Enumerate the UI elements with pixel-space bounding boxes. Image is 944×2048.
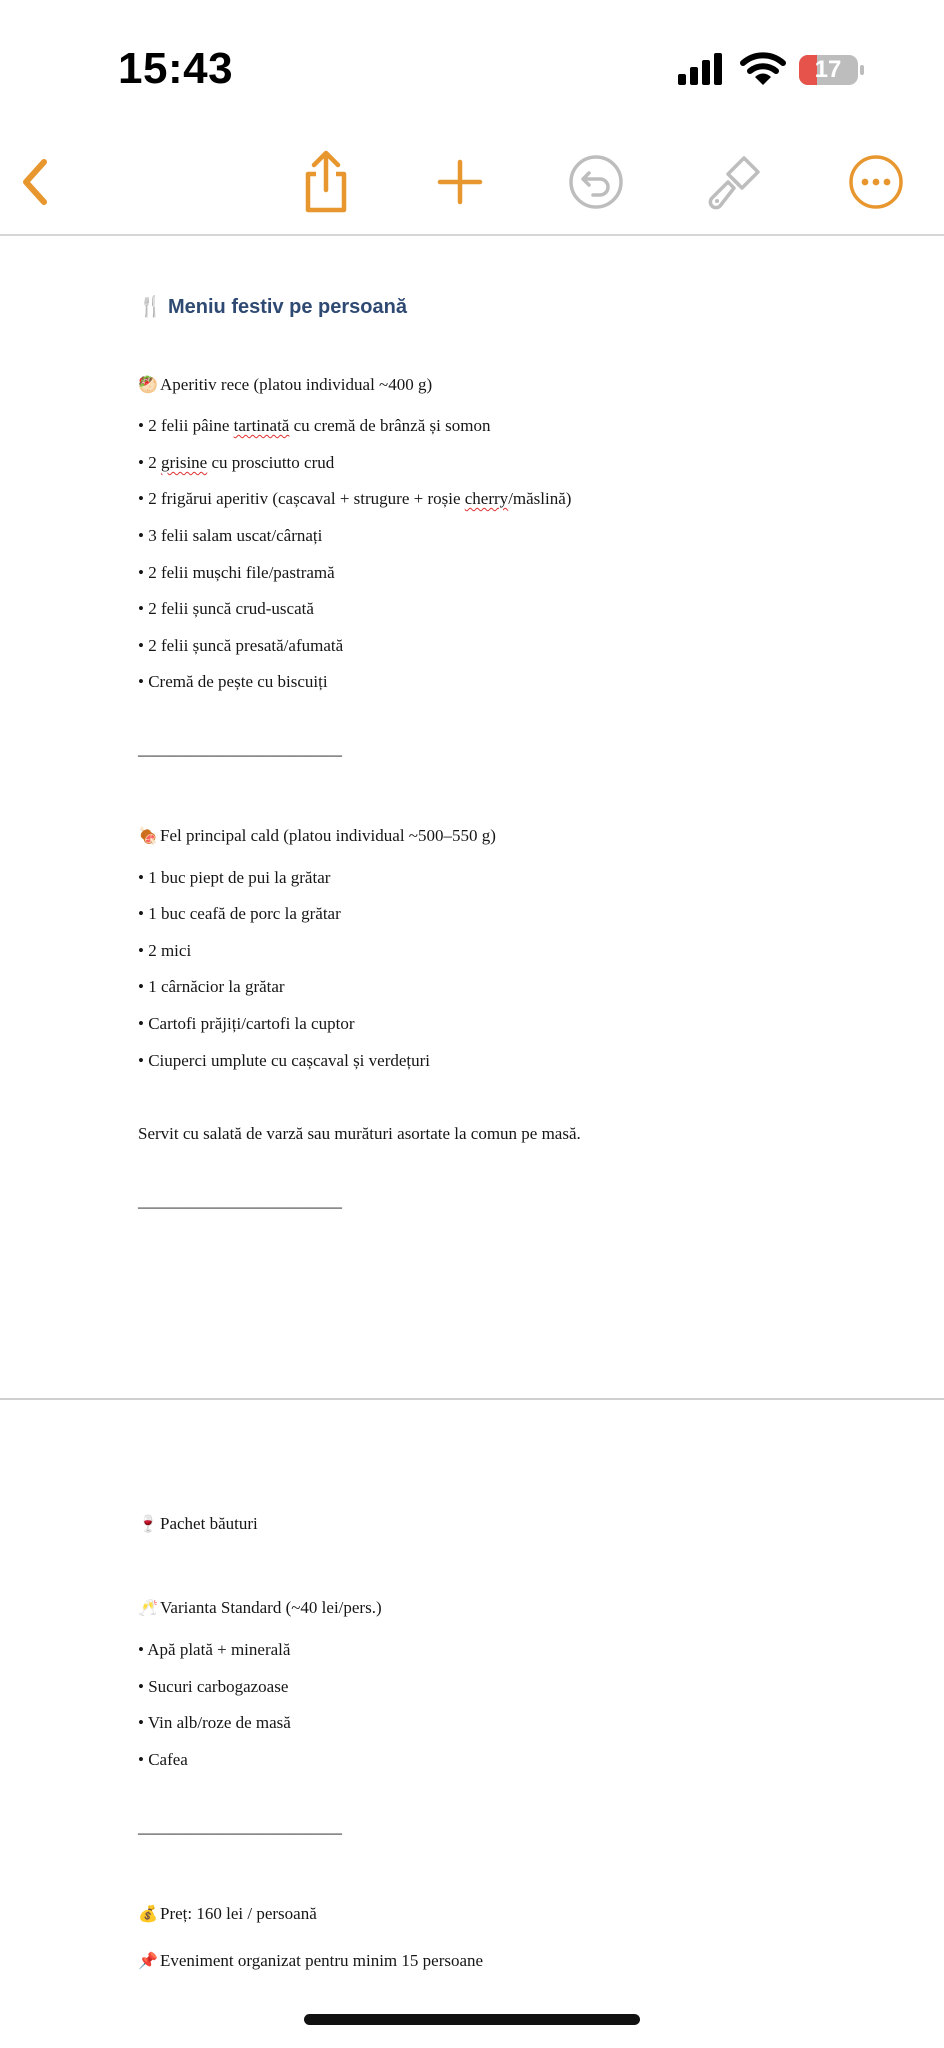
list-item[interactable]: • 2 mici	[138, 941, 192, 960]
appetizer-heading[interactable]: 🥙 Aperitiv rece (platou individual ~400 g)	[138, 375, 433, 394]
list-item[interactable]: • Apă plată + minerală	[138, 1640, 291, 1659]
list-item[interactable]: • 2 felii mușchi file/pastramă	[138, 563, 335, 582]
fork-knife-icon: 🍴	[138, 294, 163, 318]
document-title[interactable]	[138, 294, 407, 319]
list-item[interactable]: • 2 frigărui aperitiv (cașcaval + strugure + roșie cherry/măslină)	[138, 489, 572, 508]
status-bar	[0, 0, 944, 130]
list-item[interactable]: • 2 grisine cu prosciutto crud	[138, 453, 335, 472]
champagne-glasses-icon: 🥂	[138, 1598, 158, 1617]
wifi-icon	[740, 50, 786, 88]
format-button[interactable]	[704, 150, 768, 214]
money-bag-icon: 💰	[138, 1904, 158, 1923]
separator-line: ————————————	[138, 745, 342, 764]
home-indicator[interactable]	[304, 2014, 640, 2025]
list-item[interactable]: • 2 felii pâine tartinată cu cremă de brânză și somon	[138, 416, 491, 435]
spellcheck-word: cherry	[464, 489, 509, 508]
pushpin-icon: 📌	[138, 1951, 158, 1970]
toolbar	[0, 130, 944, 234]
document-title-text: Meniu festiv pe persoană	[168, 296, 407, 318]
toolbar-divider	[0, 234, 944, 236]
share-button[interactable]	[294, 150, 358, 214]
back-chevron-icon	[16, 154, 56, 210]
list-item[interactable]: • Ciuperci umplute cu cașcaval și verdețuri	[138, 1051, 431, 1070]
list-item[interactable]: • 1 cârnăcior la grătar	[138, 977, 285, 996]
share-icon	[298, 150, 354, 214]
spellcheck-word: tartinată	[233, 416, 290, 435]
list-item[interactable]: • 1 buc piept de pui la grătar	[138, 868, 331, 887]
wine-glass-icon: 🍷	[138, 1514, 158, 1533]
format-brush-icon	[706, 150, 766, 214]
event-line[interactable]: 📌 Eveniment organizat pentru minim 15 persoane	[138, 1951, 484, 1970]
list-item[interactable]: • Cafea	[138, 1750, 188, 1769]
price-line[interactable]: 💰 Preț: 160 lei / persoană	[138, 1904, 317, 1923]
meat-icon: 🍖	[138, 826, 158, 845]
spellcheck-word: grisine	[160, 453, 208, 472]
undo-icon	[567, 153, 625, 211]
list-item[interactable]: • 1 buc ceafă de porc la grătar	[138, 904, 341, 923]
status-time: 15:43	[118, 44, 234, 93]
main-course-note[interactable]: Servit cu salată de varză sau murături asortate la comun pe masă.	[138, 1124, 581, 1143]
add-icon	[434, 156, 486, 208]
add-button[interactable]	[428, 150, 492, 214]
main-course-heading[interactable]: 🍖 Fel principal cald (platou individual ~500–550 g)	[138, 826, 496, 845]
cellular-signal-icon	[676, 52, 724, 86]
separator-line: ————————————	[138, 1197, 342, 1216]
more-button[interactable]	[844, 150, 908, 214]
list-item[interactable]: • Vin alb/roze de masă	[138, 1713, 291, 1732]
more-icon	[847, 153, 905, 211]
list-item[interactable]: • Sucuri carbogazoase	[138, 1677, 289, 1696]
undo-button[interactable]	[564, 150, 628, 214]
list-item[interactable]: • 2 felii șuncă crud-uscată	[138, 599, 314, 618]
drinks-variant[interactable]: 🥂 Varianta Standard (~40 lei/pers.)	[138, 1598, 382, 1617]
list-item[interactable]: • Cartofi prăjiți/cartofi la cuptor	[138, 1014, 355, 1033]
separator-line: ————————————	[138, 1823, 342, 1842]
list-item[interactable]: • 2 felii șuncă presată/afumată	[138, 636, 344, 655]
platter-icon: 🥙	[138, 375, 158, 394]
battery-level: 17	[814, 56, 842, 83]
back-button[interactable]	[4, 150, 68, 214]
page-break	[0, 1398, 944, 1400]
list-item[interactable]: • 3 felii salam uscat/cârnați	[138, 526, 323, 545]
drinks-heading[interactable]: 🍷 Pachet băuturi	[138, 1514, 258, 1533]
battery-icon	[798, 52, 866, 88]
list-item[interactable]: • Cremă de pește cu biscuiți	[138, 672, 328, 691]
